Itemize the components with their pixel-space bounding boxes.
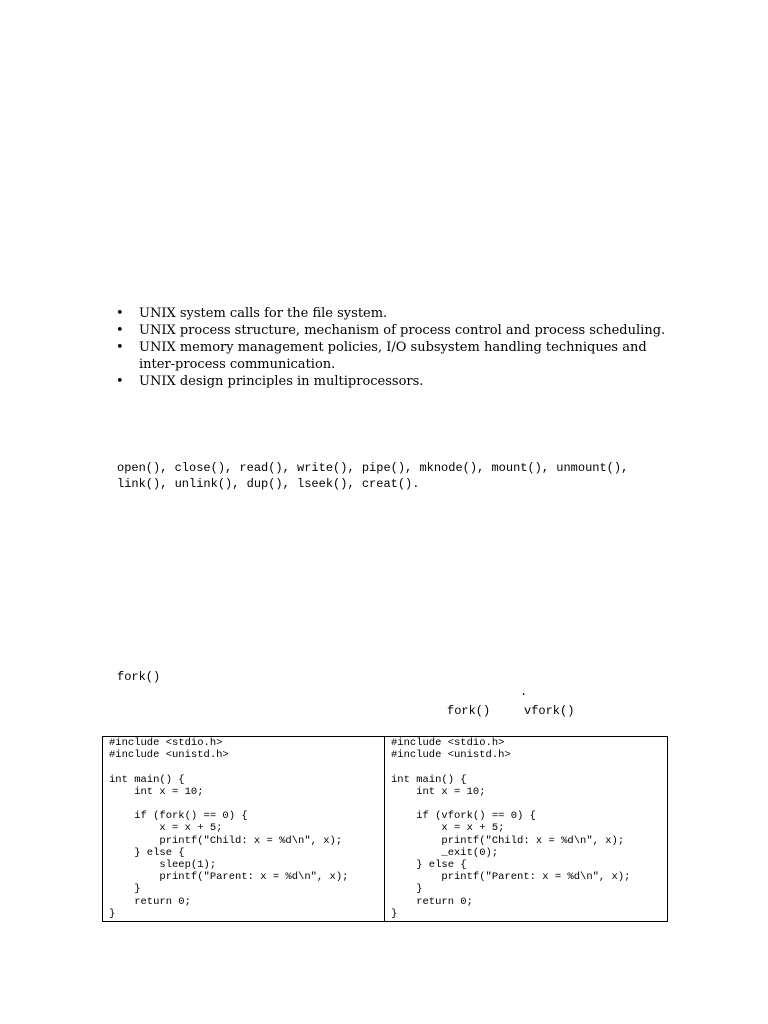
fork-label: fork(): [117, 670, 161, 684]
list-item: [112, 305, 672, 322]
syscall-line-1: open(), close(), read(), write(), pipe(), mknode(), mount(), unmount(),: [117, 461, 629, 475]
list-item-text: UNIX memory management policies, I/O subsystem handling techniques and inter-process communication.: [139, 340, 647, 372]
fork-code-block: #include <stdio.h> #include <unistd.h> int main() { int x = 10; if (fork() == 0) { x = x + 5; printf("Child: x = %d\n", x); } else { sleep(1); printf("Parent: x = %d\n", x); } return 0; }: [103, 737, 385, 921]
code-comparison-table: [102, 736, 668, 922]
list-item-text: UNIX system calls for the file system.: [139, 306, 388, 321]
bullet-icon: •: [116, 323, 124, 338]
bullet-icon: •: [116, 374, 124, 389]
vfork-code-block: #include <stdio.h> #include <unistd.h> int main() { int x = 10; if (vfork() == 0) { x = x + 5; printf("Child: x = %d\n", x); _exit(0); } else { printf("Parent: x = %d\n", x); } return 0; }: [391, 737, 631, 920]
objectives-list: [112, 305, 672, 390]
list-item-text: UNIX process structure, mechanism of process control and process scheduling.: [139, 323, 666, 338]
list-item: [112, 373, 672, 390]
bullet-icon: •: [116, 340, 124, 355]
syscall-list: [117, 460, 717, 492]
list-item: [112, 339, 672, 373]
syscall-line-2: link(), unlink(), dup(), lseek(), creat().: [117, 477, 420, 491]
list-item-text: UNIX design principles in multiprocessors.: [139, 374, 424, 389]
period-mark: .: [520, 685, 528, 699]
list-item: [112, 322, 672, 339]
bullet-icon: •: [116, 306, 124, 321]
comparison-vfork-label: vfork(): [524, 704, 575, 718]
comparison-fork-label: fork(): [447, 704, 491, 718]
